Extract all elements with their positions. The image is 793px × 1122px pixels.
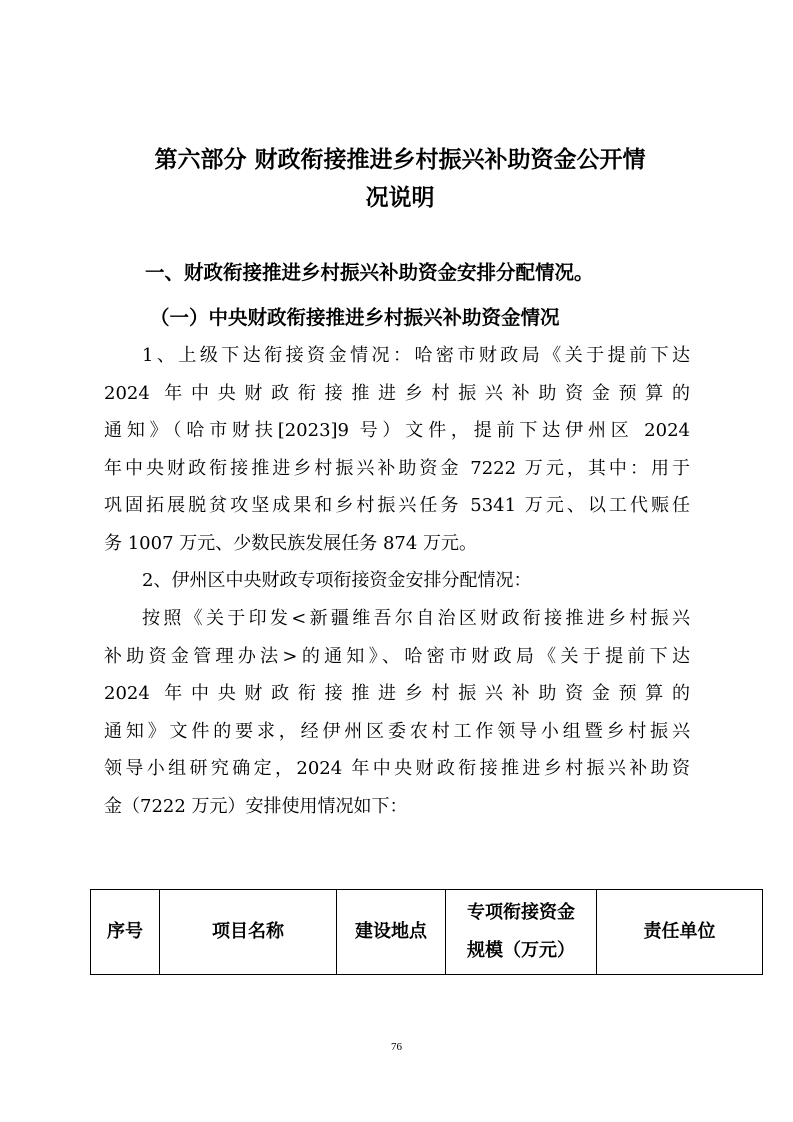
paragraph-line: 2024 年中央财政衔接推进乡村振兴补助资金预算的	[104, 683, 690, 704]
paragraph-line: 按照《关于印发<新疆维吾尔自治区财政衔接推进乡村振兴	[142, 608, 690, 629]
paragraph-line: 巩固拓展脱贫攻坚成果和乡村振兴任务 5341 万元、以工代赈任	[104, 495, 690, 516]
subsection-heading: （一）中央财政衔接推进乡村振兴补助资金情况	[150, 306, 560, 329]
paragraph-line: 务 1007 万元、少数民族发展任务 874 万元。	[104, 532, 478, 554]
header-cell-fund-scale-line-1: 专项衔接资金	[467, 902, 575, 923]
paragraph-line: 通知》文件的要求，经伊州区委农村工作领导小组暨乡村振兴	[104, 720, 690, 742]
paragraph-superior-funds	[104, 337, 690, 562]
header-cell-index: 序号	[91, 890, 160, 975]
header-cell-fund-scale	[446, 890, 597, 975]
page-title-line-1: 第六部分 财政衔接推进乡村振兴补助资金公开情	[154, 147, 646, 173]
paragraph-allocation-detail	[104, 600, 690, 825]
page-number: 76	[391, 1041, 402, 1053]
section-heading: 一、财政衔接推进乡村振兴补助资金安排分配情况。	[145, 261, 594, 284]
paragraph-line: 金（7222 万元）安排使用情况如下：	[104, 795, 408, 817]
paragraph-line: 2024 年中央财政衔接推进乡村振兴补助资金预算的	[104, 382, 690, 404]
paragraph-line: 2、伊州区中央财政专项衔接资金安排分配情况：	[142, 570, 532, 591]
paragraph-line: 通知》（哈市财扶[2023]9 号）文件，提前下达伊州区 2024	[104, 420, 690, 441]
header-cell-responsible-unit: 责任单位	[597, 890, 763, 975]
allocation-table	[90, 889, 763, 975]
header-cell-fund-scale-line-2: 规模（万元）	[467, 940, 575, 961]
paragraph-line: 年中央财政衔接推进乡村振兴补助资金 7222 万元，其中：用于	[104, 457, 690, 479]
paragraph-line: 补助资金管理办法>的通知》、哈密市财政局《关于提前下达	[104, 645, 690, 667]
table-header-row	[91, 890, 763, 975]
paragraph-allocation-heading	[104, 562, 690, 600]
paragraph-line: 1、上级下达衔接资金情况：哈密市财政局《关于提前下达	[142, 345, 690, 366]
header-cell-location: 建设地点	[337, 890, 446, 975]
paragraph-line: 领导小组研究确定，2024 年中央财政衔接推进乡村振兴补助资	[104, 758, 690, 779]
header-cell-project-name: 项目名称	[160, 890, 337, 975]
page-title-line-2: 况说明	[365, 185, 435, 211]
